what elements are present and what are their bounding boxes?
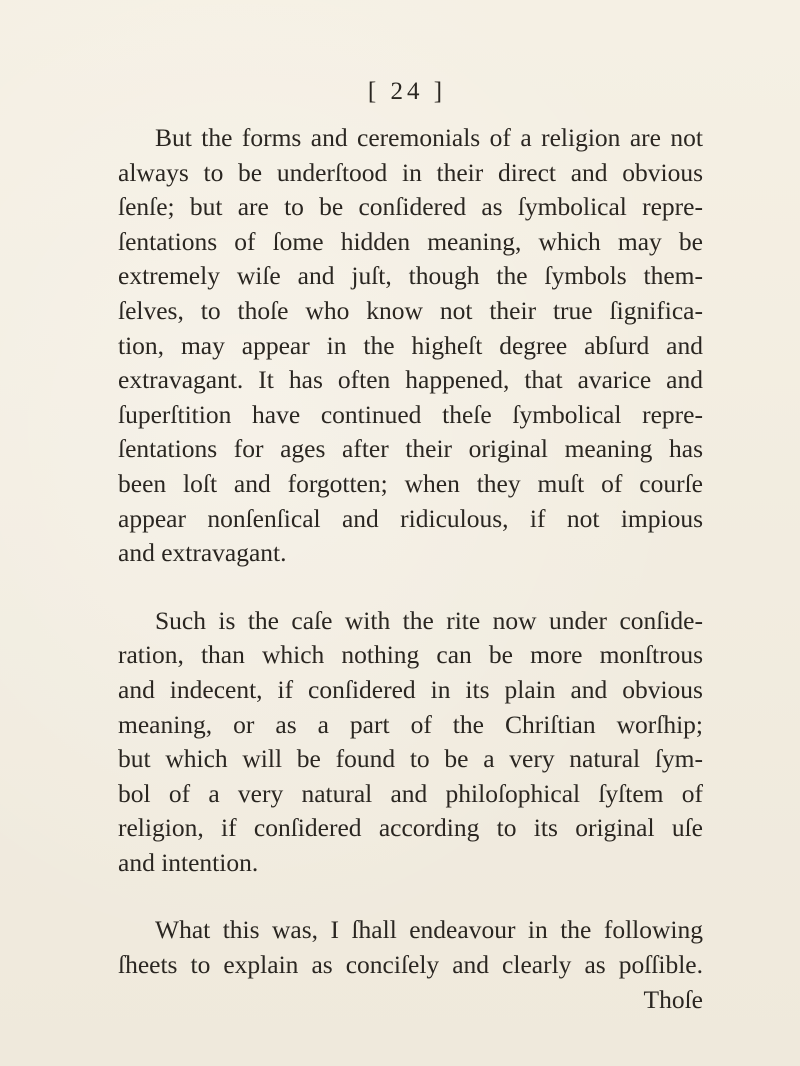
paragraph-gap bbox=[118, 571, 703, 604]
text-line: What this was, I ſhall endeavour in the following bbox=[155, 915, 703, 945]
text-line: ſentations for ages after their original meaning has bbox=[118, 434, 703, 464]
paragraph-1 bbox=[118, 121, 703, 571]
page-number: [ 24 ] bbox=[367, 78, 447, 105]
text-line: religion, if conſidered according to its original uſe bbox=[118, 813, 703, 843]
text-line: and extravagant. bbox=[118, 538, 287, 568]
text-line: ſentations of ſome hidden meaning, which may be bbox=[118, 226, 703, 256]
text-line: bol of a very natural and philoſophical ſyſtem of bbox=[118, 778, 703, 808]
text-line: appear nonſenſical and ridiculous, if not impious bbox=[118, 503, 703, 533]
text-line: always to be underſtood in their direct and obvious bbox=[118, 157, 703, 187]
text-line: and intention. bbox=[118, 847, 259, 877]
text-line: ſheets to explain as conciſely and clearly as poſſible. bbox=[118, 950, 703, 980]
text-line: Such is the caſe with the rite now under conſide- bbox=[155, 605, 703, 635]
text-line: ſelves, to thoſe who know not their true ſignifica- bbox=[118, 295, 703, 325]
catchword: Thoſe bbox=[643, 984, 703, 1014]
text-line: extravagant. It has often happened, that avarice and bbox=[118, 365, 703, 395]
paragraph-gap bbox=[118, 880, 703, 913]
text-line: extremely wiſe and juſt, though the ſymbols them- bbox=[118, 261, 703, 291]
text-line: ſuperſtition have continued theſe ſymbolical repre- bbox=[118, 399, 703, 429]
body-text bbox=[118, 121, 703, 1017]
text-line: tion, may appear in the higheſt degree abſurd and bbox=[118, 330, 703, 360]
text-line: and indecent, if conſidered in its plain and obvious bbox=[118, 674, 703, 704]
text-line: But the forms and ceremonials of a religion are not bbox=[155, 123, 703, 152]
text-line: meaning, or as a part of the Chriſtian worſhip; bbox=[118, 709, 703, 739]
text-line: ration, than which nothing can be more monſtrous bbox=[118, 640, 703, 670]
paragraph-2 bbox=[118, 604, 703, 881]
paragraph-3 bbox=[118, 913, 703, 982]
text-line: ſenſe; but are to be conſidered as ſymbolical repre- bbox=[118, 192, 703, 222]
text-line: but which will be found to be a very natural ſym- bbox=[118, 744, 703, 774]
text-line: been loſt and forgotten; when they muſt of courſe bbox=[118, 468, 703, 498]
